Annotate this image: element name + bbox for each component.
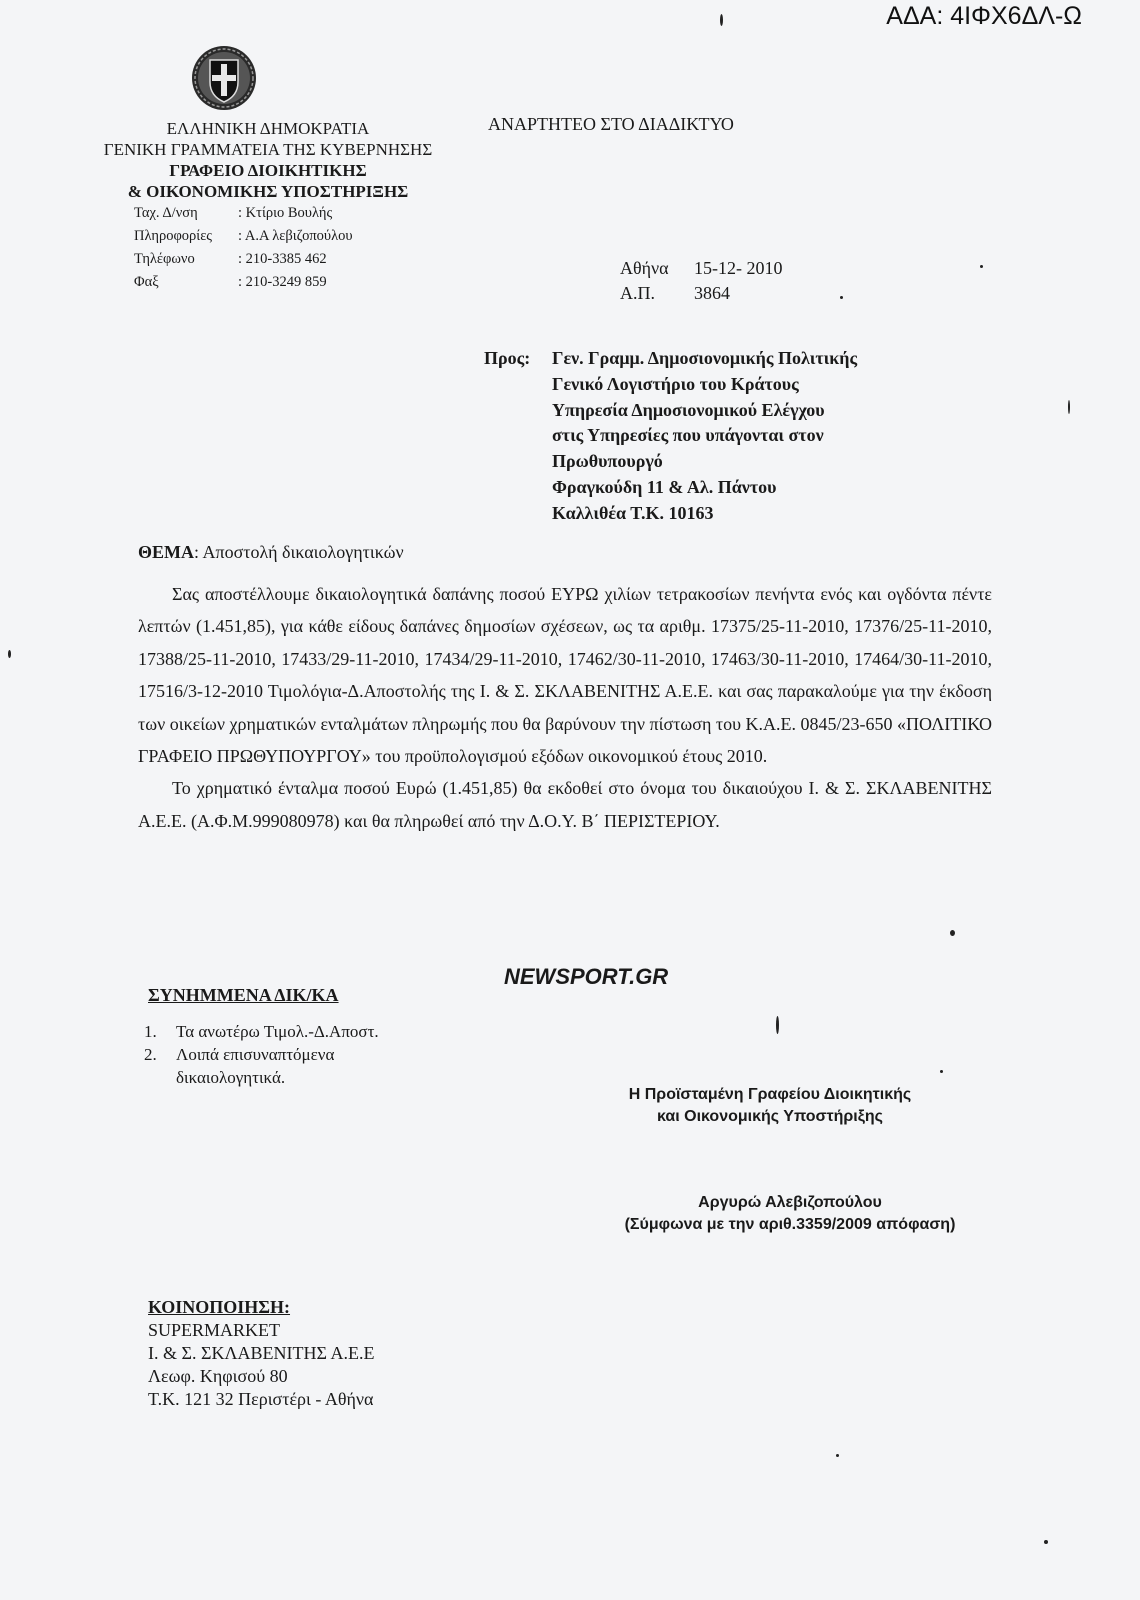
body-paragraph: Το χρηματικό ένταλμα ποσού Ευρώ (1.451,85) θα εκδοθεί στο όνομα του δικαιούχου Ι. & Σ. ΣΚΛΑΒΕΝΙΤΗΣ Α.Ε.Ε. (Α.Φ.Μ.999080978) και θα πληρωθεί από την Δ.Ο.Υ. Β΄ ΠΕΡΙΣΤΕΡΙΟΥ. xyxy=(138,778,992,831)
date-protocol-block xyxy=(620,256,783,306)
ada-code: ΑΔΑ: 4ΙΦΧ6ΔΛ-Ω xyxy=(886,2,1082,30)
cc-line: SUPERMARKET xyxy=(148,1320,281,1340)
sender-line: ΕΛΛΗΝΙΚΗ ΔΗΜΟΚΡΑΤΙΑ xyxy=(166,119,370,138)
recipient-label: Προς: xyxy=(484,348,531,368)
date-label: Αθήνα xyxy=(620,258,669,278)
attachment-text: Λοιπά επισυναπτόμενα xyxy=(176,1045,335,1064)
attachment-text: δικαιολογητικά. xyxy=(176,1068,286,1087)
subject-line xyxy=(138,542,404,563)
sender-line: ΓΡΑΦΕΙΟ ΔΙΟΙΚΗΤΙΚΗΣ xyxy=(169,161,367,180)
scan-speck xyxy=(980,265,983,268)
contact-value: : 210-3249 859 xyxy=(238,274,327,290)
cc-title: ΚΟΙΝΟΠΟΙΗΣΗ: xyxy=(148,1297,291,1317)
sender-line: ΓΕΝΙΚΗ ΓΡΑΜΜΑΤΕΙΑ ΤΗΣ ΚΥΒΕΡΝΗΣΗΣ xyxy=(103,140,433,159)
recipient-line: Φραγκούδη 11 & Αλ. Πάντου xyxy=(552,476,777,497)
scan-speck xyxy=(720,14,723,26)
attachment-number: 2. xyxy=(144,1045,157,1064)
scan-speck xyxy=(940,1070,943,1073)
scan-speck xyxy=(8,650,11,658)
date-value: 15-12- 2010 xyxy=(694,258,783,278)
signature-name: Αργυρώ Αλεβιζοπούλου xyxy=(698,1194,882,1211)
protocol-value: 3864 xyxy=(694,283,730,303)
contact-label: Φαξ xyxy=(134,274,159,290)
attachment-text: Τα ανωτέρω Τιμολ.-Δ.Αποστ. xyxy=(176,1022,379,1041)
recipient-line: Γεν. Γραμμ. Δημοσιονομικής Πολιτικής xyxy=(552,348,858,368)
letter-body xyxy=(138,578,992,837)
posted-online-note: ΑΝΑΡΤΗΤΕΟ ΣΤΟ ΔΙΑΔΙΚΤΥΟ xyxy=(488,114,734,134)
recipient-line: Καλλιθέα Τ.Κ. 10163 xyxy=(552,502,714,523)
contact-value: : Κτίριο Βουλής xyxy=(238,205,333,221)
subject-text: : Αποστολή δικαιολογητικών xyxy=(194,542,404,562)
scan-speck xyxy=(840,296,843,299)
sender-block xyxy=(78,118,458,202)
sender-line: & ΟΙΚΟΝΟΜΙΚΗΣ ΥΠΟΣΤΗΡΙΞΗΣ xyxy=(127,182,409,201)
scan-speck xyxy=(836,1454,839,1457)
cc-block xyxy=(148,1296,374,1411)
scan-speck xyxy=(1068,400,1070,414)
attachments-list xyxy=(144,1020,379,1089)
contact-label: Πληροφορίες xyxy=(134,228,213,244)
contact-value: : 210-3385 462 xyxy=(238,251,327,267)
recipient-line: Πρωθυπουργό xyxy=(552,451,663,472)
protocol-label: Α.Π. xyxy=(620,283,655,303)
scan-speck xyxy=(1044,1540,1048,1544)
recipient-line: Γενικό Λογιστήριο του Κράτους xyxy=(552,373,799,394)
newsport-watermark: NEWSPORT.GR xyxy=(504,964,669,989)
signature-role-line: και Οικονομικής Υποστήριξης xyxy=(657,1108,883,1125)
body-paragraph: Σας αποστέλλουμε δικαιολογητικά δαπάνης ποσού ΕΥΡΩ χιλίων τετρακοσίων πενήντα ενός και ογδόντα πέντε λεπτών (1.451,85), για κάθε είδους δαπάνες δημοσίων σχέσεων, ως τα αριθμ. 17375/25-11-2010, 17376/25-11-2010, 17388/25-11-2010, 17433/29-11-2010, 17434/29-11-2010, 17462/30-11-2010, 17463/30-11-2010, 17464/30-11-2010, 17516/3-12-2010 Τιμολόγια-Δ.Αποστολής της Ι. & Σ. ΣΚΛΑΒΕΝΙΤΗΣ Α.Ε.Ε. και σας παρακαλούμε για την έκδοση των οικείων χρηματικών ενταλμάτων πληρωμής που θα βαρύνουν την πίστωση του Κ.Α.Ε. 0845/23-650 «ΠΟΛΙΤΙΚΟ ΓΡΑΦΕΙΟ ΠΡΩΘΥΠΟΥΡΓΟΥ» του προϋπολογισμού εξόδων οικονομικού έτους 2010. xyxy=(138,584,992,767)
subject-label: ΘΕΜΑ xyxy=(138,542,194,562)
cc-line: Τ.Κ. 121 32 Περιστέρι - Αθήνα xyxy=(148,1389,374,1409)
contact-value: : Α.Α λεβιζοπούλου xyxy=(238,228,353,244)
scan-speck xyxy=(950,930,955,936)
signature-name-block xyxy=(580,1192,1000,1236)
cc-line: Λεωφ. Κηφισού 80 xyxy=(148,1366,288,1386)
contact-label: Τηλέφωνο xyxy=(134,251,195,267)
contact-label: Ταχ. Δ/νση xyxy=(134,205,198,221)
signature-note: (Σύμφωνα με την αριθ.3359/2009 απόφαση) xyxy=(624,1216,956,1233)
signature-role-line: Η Προϊσταμένη Γραφείου Διοικητικής xyxy=(628,1086,912,1103)
signature-role xyxy=(580,1084,960,1128)
attachment-number: 1. xyxy=(144,1022,157,1041)
recipient-line: στις Υπηρεσίες που υπάγονται στον xyxy=(552,425,824,446)
cc-line: Ι. & Σ. ΣΚΛΑΒΕΝΙΤΗΣ Α.Ε.Ε xyxy=(148,1343,375,1363)
attachment-number xyxy=(144,1066,176,1089)
scan-speck xyxy=(776,1016,779,1034)
recipient-line: Υπηρεσία Δημοσιονομικού Ελέγχου xyxy=(552,399,825,420)
greek-coat-of-arms-emblem xyxy=(190,44,258,112)
recipient-address xyxy=(552,346,857,527)
contact-details xyxy=(134,202,353,294)
attachments-title: ΣΥΝΗΜΜΕΝΑ ΔΙΚ/ΚΑ xyxy=(148,985,339,1005)
